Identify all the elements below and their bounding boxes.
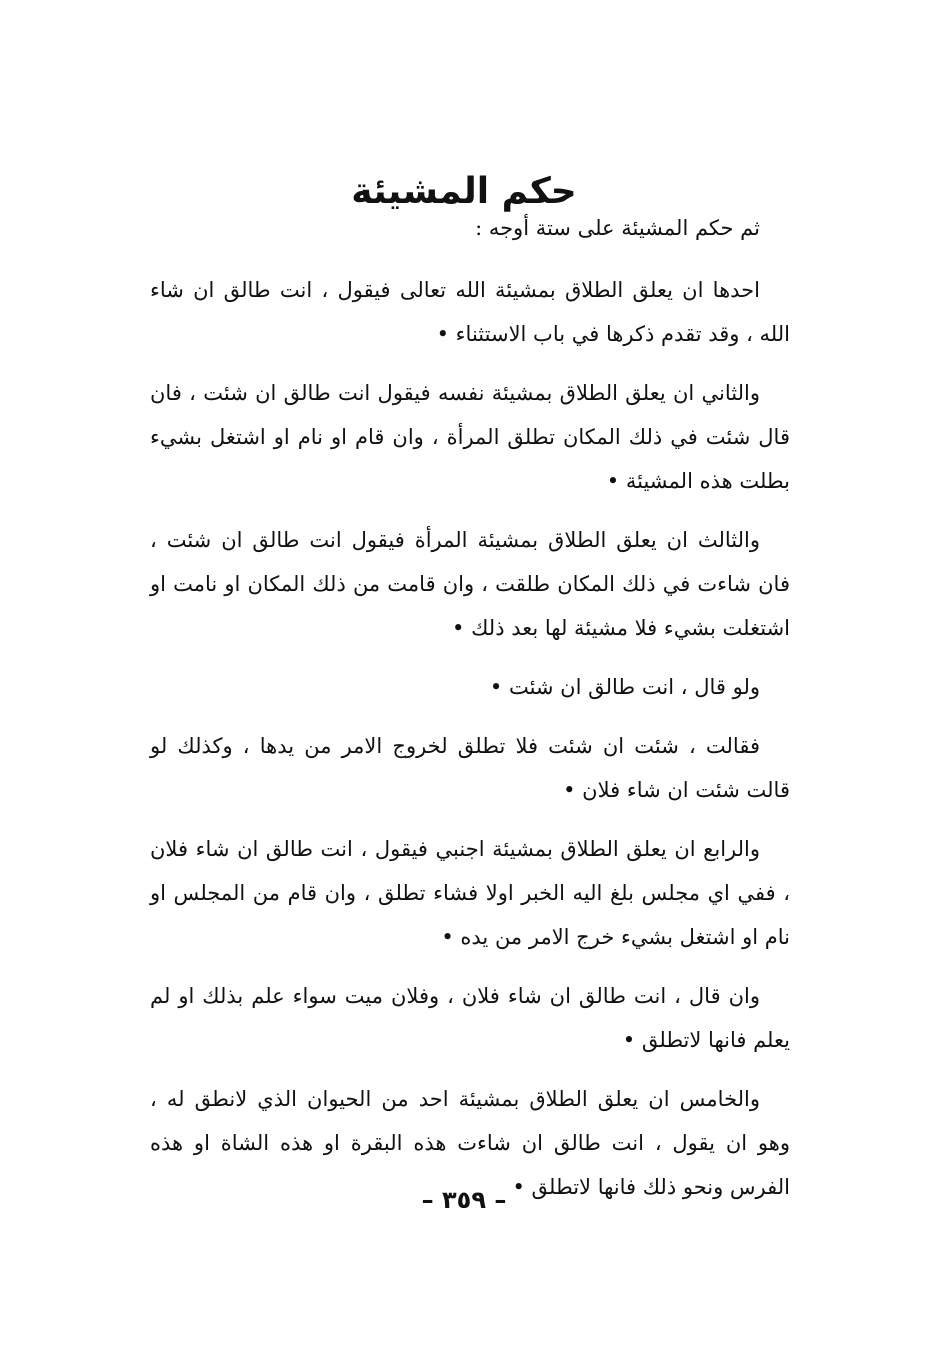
paragraph-5: فقالت ، شئت ان شئت فلا تطلق لخروج الامر من يدها ، وكذلك لو قالت شئت ان شاء فلان • (150, 734, 790, 802)
paragraph-8: والخامس ان يعلق الطلاق بمشيئة احد من الحيوان الذي لانطق له ، وهو ان يقول ، انت طالق ان شاءت هذه البقرة او هذه الشاة او هذه الفرس ونحو ذلك فانها لاتطلق • (150, 1087, 790, 1199)
paragraph-1: احدها ان يعلق الطلاق بمشيئة الله تعالى فيقول ، انت طالق ان شاء الله ، وقد تقدم ذكرها في باب الاستثناء • (150, 278, 790, 346)
page-number: – ٣٥٩ – (421, 1186, 507, 1214)
paragraph-7: وان قال ، انت طالق ان شاء فلان ، وفلان ميت سواء علم بذلك او لم يعلم فانها لاتطلق • (150, 984, 790, 1052)
paragraph-3: والثالث ان يعلق الطلاق بمشيئة المرأة فيقول انت طالق ان شئت ، فان شاءت في ذلك المكان طلقت ، وان قامت من ذلك المكان او نامت او اشتغلت بشيء فلا مشيئة لها بعد ذلك • (150, 528, 790, 640)
page-title: حكم المشيئة (351, 171, 577, 213)
paragraph-4: ولو قال ، انت طالق ان شئت • (489, 675, 760, 699)
intro-paragraph: ثم حكم المشيئة على ستة أوجه : (475, 216, 760, 240)
body-text (150, 206, 790, 1224)
paragraph-6: والرابع ان يعلق الطلاق بمشيئة اجنبي فيقول ، انت طالق ان شاء فلان ، ففي اي مجلس بلغ اليه الخبر اولا فشاء تطلق ، وان قام من المجلس او نام او اشتغل بشيء خرج الامر من يده • (150, 837, 790, 949)
paragraph-2: والثاني ان يعلق الطلاق بمشيئة نفسه فيقول انت طالق ان شئت ، فان قال شئت في ذلك المكان تطلق المرأة ، وان قام او نام او اشتغل بشيء بطلت هذه المشيئة • (150, 381, 790, 493)
